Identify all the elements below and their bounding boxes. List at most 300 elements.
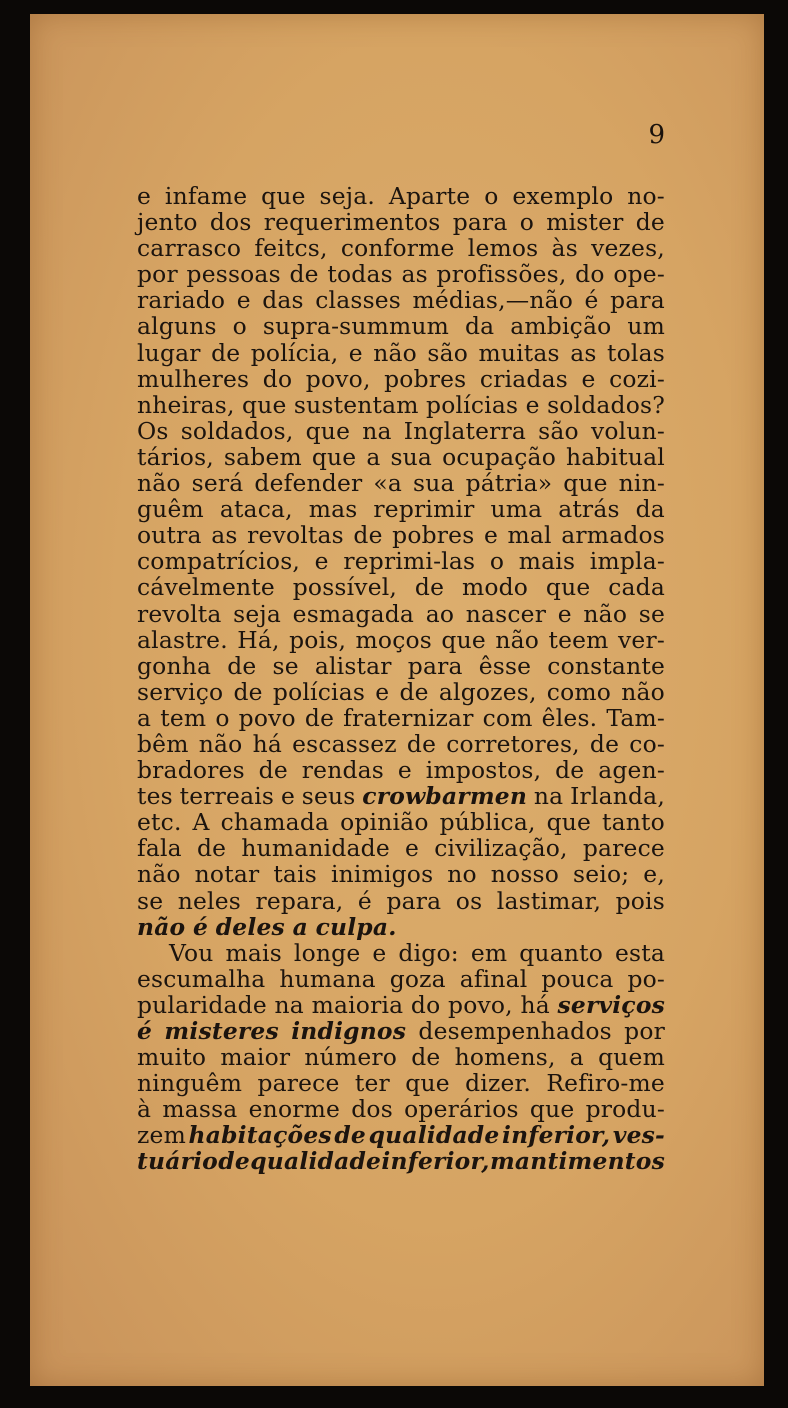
text-word: ninguêm [137,1069,243,1098]
text-word: muitas [478,338,560,367]
text-word: Inglaterra [403,416,527,445]
text-word: longe [293,938,361,967]
text-word: serviço [137,677,224,706]
text-word: terreais [179,782,275,811]
text-word: as [401,260,428,289]
text-word: Aparte [388,182,471,210]
text-word: se [137,886,164,915]
text-line [137,679,665,705]
text-word: uma [490,495,543,524]
text-word: de [196,834,227,863]
text-line [137,627,665,653]
text-word: dos [351,1095,393,1124]
text-word: serviços [557,990,665,1019]
text-word: Vou [169,938,214,967]
text-line [137,601,665,627]
text-word: goza [389,964,446,993]
text-word: opinião [340,808,429,837]
text-word: médias,—não [412,286,574,315]
text-word: êsse [478,651,532,680]
text-word: supra-summum [262,312,450,341]
text-word: co- [629,729,665,758]
text-word: Tam- [606,703,665,732]
text-line [137,574,665,600]
text-word: e [581,364,596,393]
text-word: misteres [164,1017,279,1045]
text-line [137,914,665,940]
text-word: moços [355,625,432,654]
text-word: e [280,782,295,811]
text-word: quanto [519,938,603,967]
text-line [137,1018,665,1044]
text-word: no- [627,182,665,210]
text-word: e [405,834,420,863]
text-line [137,1122,665,1148]
text-word: classes [315,286,402,315]
text-word: massa [162,1095,238,1124]
text-word: neles [177,886,241,915]
text-word: atrás [558,495,620,524]
text-word: tolas [607,338,665,367]
text-word: deles [215,912,285,941]
text-word: é [357,886,372,915]
text-word: às [551,234,578,263]
text-word: afinal [459,964,528,993]
text-word: quem [598,1043,665,1072]
text-word: e [397,756,412,785]
text-word: nin- [618,469,665,498]
text-word: de [589,729,620,758]
text-line [137,496,665,522]
text-word: sustentam [293,390,419,419]
text-line [137,444,665,470]
text-word: de [635,208,665,237]
text-word: reprimir [373,495,475,524]
text-word: compatrícios, [137,547,301,576]
text-word: cozi- [609,364,665,393]
text-word: nascer [465,599,547,628]
text-word: seio; [573,860,630,889]
text-word: e [372,938,387,967]
text-word: as [570,338,597,367]
text-word: e, [643,860,665,889]
text-word: homens, [454,1043,556,1072]
text-word: para [452,208,508,237]
text-word: nheiras, [137,390,235,419]
text-word: escassez [292,729,397,758]
text-word: teem [548,625,609,654]
text-word: não [373,338,417,367]
text-word: de [227,651,257,680]
text-word: polícia, [250,338,339,367]
text-word: pátria» [465,469,553,498]
text-word: não [137,469,181,498]
text-line [137,1070,665,1096]
text-word: é [584,286,599,315]
text-word: número [304,1043,398,1072]
text-line [137,783,665,809]
text-word: crowbarmen [362,782,528,811]
text-word: conforme [340,234,455,263]
text-word: inferior, [502,1121,611,1150]
text-word: tanto [602,808,665,837]
word-space [285,914,293,940]
text-line [137,861,665,887]
text-word: há [520,990,550,1019]
text-word: por [624,1017,665,1045]
text-word: enorme [248,1095,341,1124]
text-word: ter [354,1069,390,1098]
text-word: infame [164,182,248,210]
text-line [137,183,665,209]
text-word: repara, [255,886,344,915]
text-line [137,313,665,339]
text-line [137,1044,665,1070]
text-word: sabem [223,442,302,471]
text-line [137,418,665,444]
text-word: possível, [292,573,398,602]
text-line [137,261,665,287]
text-word: escumalha [137,964,266,993]
text-line [137,522,665,548]
text-word: e [525,390,540,419]
text-line [137,392,665,418]
text-word: rendas [301,756,384,785]
text-word: ataca, [219,495,293,524]
text-word: povo [238,703,296,732]
text-word: ves- [612,1121,665,1150]
text-word: no [447,860,477,889]
text-word: de [406,729,437,758]
text-word: rariado [137,286,226,315]
text-word: mais [225,938,282,967]
text-word: de [555,756,585,785]
text-line [137,209,665,235]
text-word: parece [582,834,665,863]
text-word: dos [209,208,252,237]
text-word: digo: [398,938,459,967]
text-word: de [353,521,383,550]
text-word: alistar [314,651,392,680]
text-word: e [557,599,572,628]
text-word: notar [194,860,260,889]
text-word: de [304,703,335,732]
text-word: maior [220,1043,291,1072]
text-word: e [314,547,329,576]
text-word: bradores [137,756,245,785]
text-line [137,731,665,757]
text-word: polícias [426,390,519,419]
text-word: revoltas [247,521,344,550]
text-word: reprimi-las [343,547,476,576]
text-word: sua [413,469,455,498]
text-word: mal [507,521,552,550]
text-word: há [252,729,282,758]
text-word: na [533,782,564,811]
text-word: todas [327,260,393,289]
text-line [137,653,665,679]
text-word: não [583,599,628,628]
text-word: mantimentos [489,1147,665,1176]
text-word: de [289,260,319,289]
text-word: e [236,286,251,315]
text-word: impla- [589,547,665,576]
text-word: humanidade [241,834,390,863]
text-word: o [519,208,535,237]
text-word: ope- [613,260,665,289]
text-word: as [211,521,238,550]
text-word: não [137,860,181,889]
text-word: não [495,625,540,654]
text-word: humana [279,964,376,993]
text-word: defender [254,469,363,498]
text-word: não [198,729,243,758]
text-word: não [137,912,186,941]
text-word: e [375,677,390,706]
text-word: de [414,573,445,602]
text-word: que [261,182,306,210]
text-word: armados [561,521,665,550]
text-word: de [211,338,241,367]
text-word: habitações [188,1121,332,1150]
text-line [137,1148,665,1174]
text-word: ambição [510,312,612,341]
text-word: para [407,651,463,680]
text-word: pública, [439,808,536,837]
text-word: A [192,808,210,837]
text-word: ver- [618,625,665,654]
text-word: exemplo [512,182,614,210]
text-word: dizer. [465,1069,531,1098]
text-word: de [399,677,429,706]
text-word: constante [547,651,665,680]
text-word: de [218,1147,250,1176]
text-word: modo [461,573,529,602]
text-word: Irlanda, [570,782,665,811]
text-word: do [262,364,293,393]
text-line [137,809,665,835]
text-word: alastre. [137,625,228,654]
text-line [137,1096,665,1122]
text-word: zem [137,1121,186,1150]
text-word: vezes, [591,234,665,263]
text-word: revolta [137,599,222,628]
text-word: seja. [319,182,376,210]
text-word: mas [308,495,358,524]
text-word: na [362,416,392,445]
text-word: é [193,912,209,941]
text-word: de [233,677,263,706]
text-word: tais [273,860,317,889]
text-word: alguns [137,312,217,341]
text-word: que [305,416,351,445]
text-word: e [137,182,152,210]
text-word: como [546,677,612,706]
text-word: outra [137,521,202,550]
text-word: povo, [305,364,371,393]
text-word: êles. [541,703,598,732]
text-word: da [465,312,495,341]
text-word: soldados? [547,390,665,419]
text-word: carrasco [137,234,242,263]
text-word: tem [160,703,207,732]
text-line [137,705,665,731]
text-word: pois, [289,625,347,654]
text-word: maioria [311,990,404,1019]
text-word: povo, [448,990,513,1019]
text-word: que [242,390,287,419]
text-word: e [348,338,363,367]
text-word: um [627,312,665,341]
text-word: chamada [220,808,330,837]
text-line [137,340,665,366]
word-space [308,914,316,940]
text-word: para [386,886,442,915]
text-word: inferior, [381,1147,490,1176]
text-word: inimigos [330,860,434,889]
text-word: profissões, [436,260,567,289]
text-word: para [610,286,665,315]
text-word: são [427,338,469,367]
text-word: lemos [467,234,539,263]
text-word: de [411,1043,441,1072]
body-text [137,183,665,1175]
text-word: tuário [137,1147,218,1176]
text-word: parece [257,1069,340,1098]
text-word: Refiro-me [546,1069,665,1098]
text-word: o [489,547,505,576]
text-word: pouca [541,964,614,993]
text-word: o [215,703,230,732]
text-word: que [545,573,591,602]
text-word: sua [390,442,433,471]
text-word: habitual [565,442,665,471]
text-word: é [137,1017,153,1045]
text-word: por [137,260,178,289]
text-word: que [405,1069,450,1098]
text-word: muito [137,1043,207,1072]
text-word: feitcs, [254,234,328,263]
text-line [137,757,665,783]
text-word: se [638,599,665,628]
word-space [208,914,216,940]
text-word: gonha [137,651,212,680]
text-word: lastimar, [496,886,602,915]
text-word: lugar [137,338,201,367]
text-word: cávelmente [137,573,275,602]
text-word: em [470,938,508,967]
text-word: e [483,521,498,550]
text-word: requerimentos [263,208,441,237]
text-word: criadas [479,364,568,393]
text-word: ocupação [442,442,556,471]
text-line [137,548,665,574]
text-line [137,966,665,992]
text-word: ao [425,599,455,628]
text-word: que [529,1095,575,1124]
text-word: tes [137,782,173,811]
text-word: mister [546,208,624,237]
text-word: desempenhados [418,1017,612,1045]
text-word: a [292,912,308,941]
text-word: fraternizar [343,703,474,732]
text-word: bêm [137,729,189,758]
text-word: qualidade [250,1147,382,1176]
text-word: indignos [291,1017,407,1045]
text-word: fala [137,834,182,863]
text-word: os [455,886,483,915]
text-word: Os [137,416,169,445]
text-word: de [258,756,288,785]
text-word: da [635,495,665,524]
text-word: o [232,312,247,341]
text-word: do [410,990,441,1019]
text-word: das [262,286,304,315]
text-word: nosso [490,860,560,889]
text-word: operários [404,1095,519,1124]
text-line [137,835,665,861]
text-word: que [441,625,486,654]
text-word: de [334,1121,367,1150]
page-number: 9 [648,120,665,150]
text-word: será [191,469,244,498]
text-word: etc. [137,808,182,837]
text-word: corretores, [446,729,580,758]
text-word: seja [233,599,282,628]
text-line [137,888,665,914]
text-word: pessoas [186,260,281,289]
text-word: volun- [590,416,665,445]
text-word: esta [614,938,665,967]
text-word: impostos, [425,756,542,785]
text-line [137,992,665,1018]
text-word: polícias [272,677,366,706]
text-word: soldados, [180,416,294,445]
text-word: pobres [384,364,467,393]
text-line [137,235,665,261]
text-word: mulheres [137,364,250,393]
text-word: algozes, [438,677,537,706]
text-word: guêm [137,495,204,524]
text-word: cada [608,573,665,602]
text-word: com [482,703,533,732]
text-word: que [311,442,357,471]
text-word: esmagada [292,599,415,628]
text-word: civilização, [434,834,568,863]
text-word: pularidade [137,990,267,1019]
text-word: tários, [137,442,214,471]
text-word: não [621,677,665,706]
text-word: qualidade [368,1121,500,1150]
text-line [137,287,665,313]
text-word: mais [518,547,576,576]
word-space [185,914,193,940]
text-word: na [274,990,304,1019]
text-line [137,366,665,392]
text-word: o [484,182,499,210]
text-line [137,470,665,496]
text-word: que [546,808,592,837]
text-word: à [137,1095,152,1124]
text-line [137,940,665,966]
text-word: «a [373,469,403,498]
text-word: seus [301,782,356,811]
text-word: a [137,703,152,732]
text-word: que [563,469,608,498]
text-word: culpa. [315,912,397,941]
text-word: são [538,416,579,445]
text-word: jento [137,208,198,237]
